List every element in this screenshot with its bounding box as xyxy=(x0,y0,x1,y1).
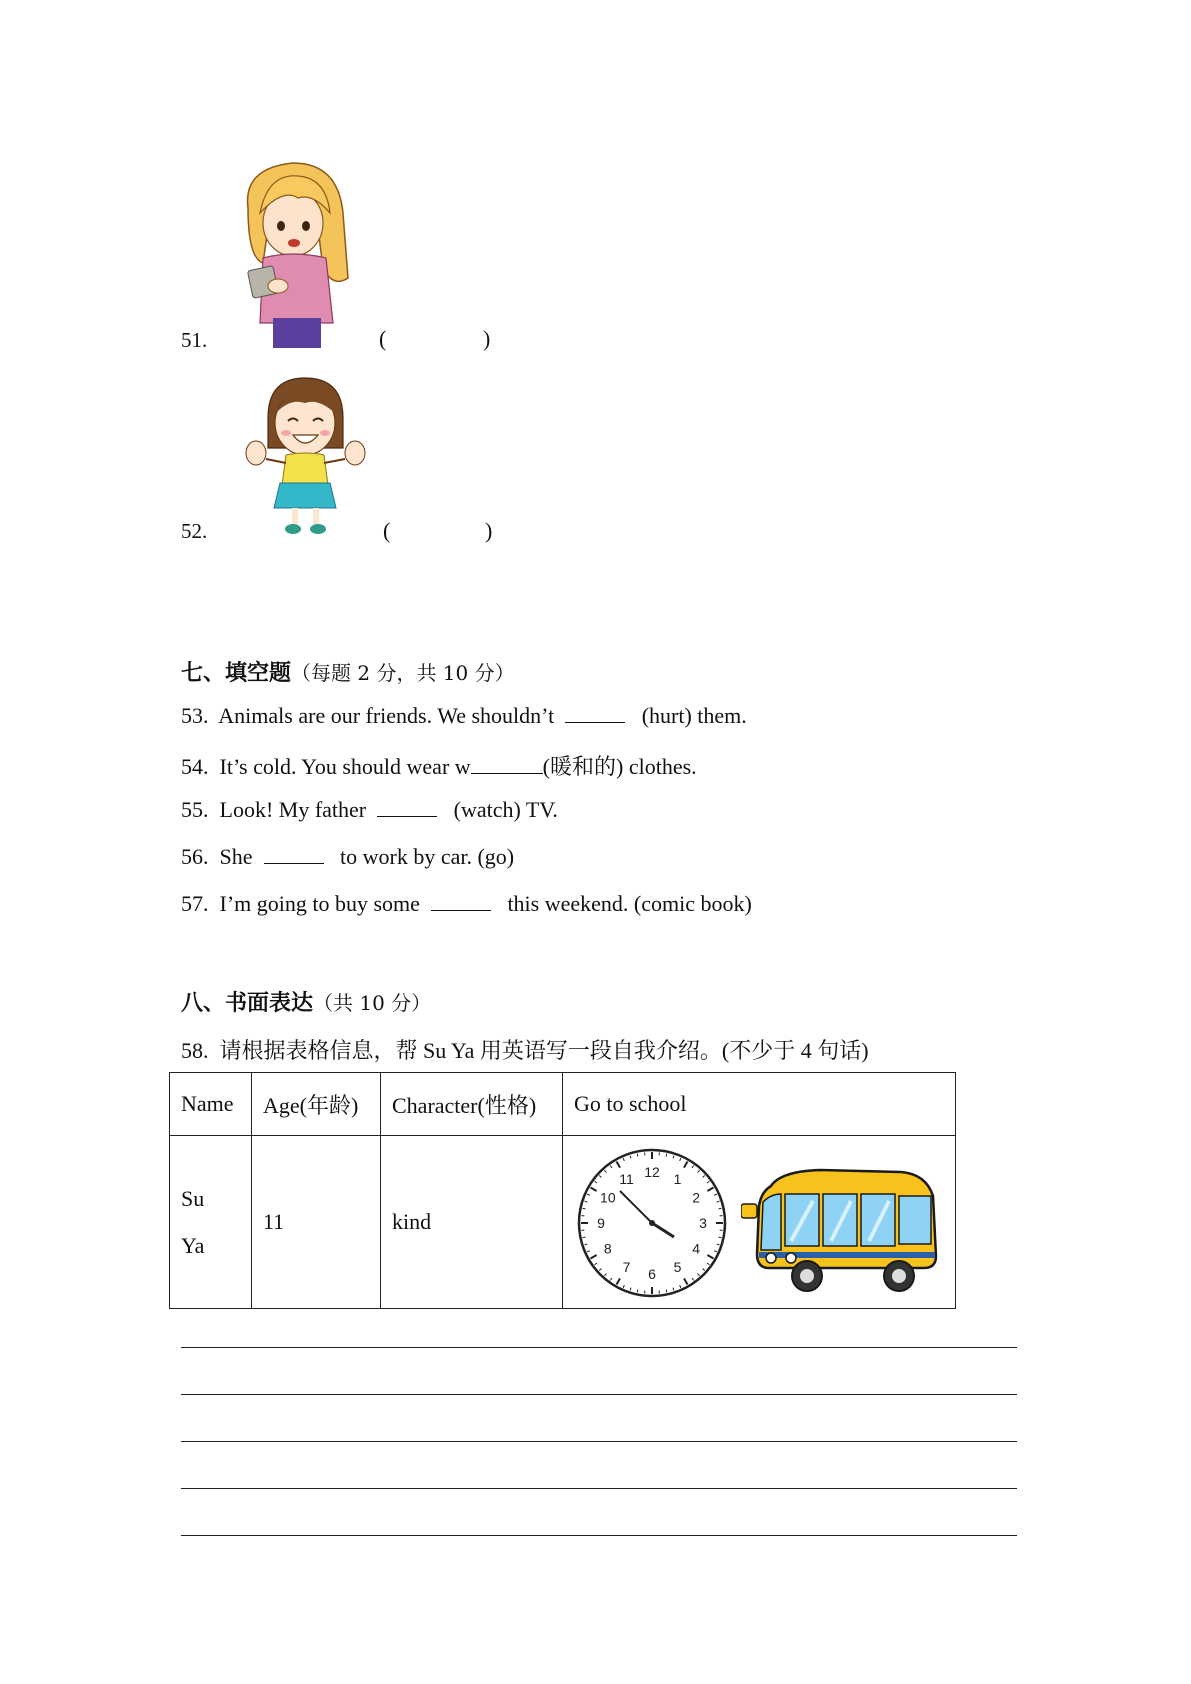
table-row xyxy=(170,1136,956,1309)
answer-paren-open: ( xyxy=(383,518,391,543)
clock-tick xyxy=(666,1154,667,1157)
clock-tick xyxy=(637,1290,638,1293)
answer-paren-open: ( xyxy=(379,326,387,351)
section-title: 八、书面表达 xyxy=(181,991,314,1016)
header-character: Character(性格) xyxy=(381,1073,563,1136)
section-note: （共 10 分） xyxy=(313,991,432,1015)
question-58-prompt xyxy=(181,1034,869,1065)
clock-number: 4 xyxy=(692,1240,701,1257)
clock-tick xyxy=(637,1154,638,1157)
question-text-after: this weekend. (comic book) xyxy=(507,891,752,916)
question-text-after: (watch) TV. xyxy=(453,797,558,822)
question-53 xyxy=(181,703,747,729)
question-number: 53. xyxy=(181,703,209,728)
clock-number: 7 xyxy=(622,1259,631,1276)
clock-icon xyxy=(575,1146,729,1300)
smiling-girl-waving-image xyxy=(238,373,373,538)
cell-go-to-school xyxy=(563,1136,956,1309)
answer-paren-close: ) xyxy=(483,326,491,351)
question-text-before: I’m going to buy some xyxy=(219,891,420,916)
answer-blank[interactable] xyxy=(377,798,437,817)
header-age: Age(年龄) xyxy=(252,1073,381,1136)
clock-center xyxy=(649,1220,655,1226)
clock-number: 10 xyxy=(600,1189,616,1206)
question-57 xyxy=(181,891,752,917)
question-number: 56. xyxy=(181,844,209,869)
clock-number: 1 xyxy=(673,1170,682,1187)
question-number: 52. xyxy=(181,519,208,543)
cell-name xyxy=(170,1136,252,1309)
header-go-to-school: Go to school xyxy=(563,1073,956,1136)
answer-line[interactable] xyxy=(181,1394,1017,1395)
clock-number: 3 xyxy=(699,1215,707,1231)
answer-blank[interactable] xyxy=(471,755,543,774)
answer-line[interactable] xyxy=(181,1488,1017,1489)
clock-number: 2 xyxy=(692,1189,701,1206)
answer-line[interactable] xyxy=(181,1441,1017,1442)
name-line-1: Su xyxy=(181,1186,205,1211)
name-line-2: Ya xyxy=(181,1233,205,1258)
question-text-before: Look! My father xyxy=(219,797,367,822)
clock-tick xyxy=(583,1208,586,1209)
clock-number: 11 xyxy=(619,1170,634,1187)
question-55 xyxy=(181,797,558,823)
table-header-row xyxy=(170,1073,956,1136)
clock-tick xyxy=(583,1237,586,1238)
question-text-before: She xyxy=(219,844,253,869)
question-text-after: (hurt) them. xyxy=(641,703,747,728)
girl-holding-book-image xyxy=(238,158,358,348)
question-text-after: to work by car. (go) xyxy=(340,844,515,869)
clock-tick xyxy=(719,1237,722,1238)
section-title: 七、填空题 xyxy=(181,661,292,686)
answer-paren-close: ) xyxy=(485,518,493,543)
info-table xyxy=(169,1072,956,1309)
clock-number: 12 xyxy=(644,1164,660,1180)
answer-line[interactable] xyxy=(181,1535,1017,1536)
section-note: （每题 2 分，共 10 分） xyxy=(291,661,515,685)
question-text-before: It’s cold. You should wear w xyxy=(219,754,471,779)
question-number: 51. xyxy=(181,328,208,352)
question-text-after: (暖和的) clothes. xyxy=(542,754,697,779)
answer-blank[interactable] xyxy=(431,892,491,911)
question-number: 57. xyxy=(181,891,209,916)
clock-number: 9 xyxy=(597,1215,605,1231)
question-number: 54. xyxy=(181,754,209,779)
section-8-heading xyxy=(181,986,431,1017)
clock-number: 6 xyxy=(648,1266,656,1282)
clock-number: 5 xyxy=(673,1259,682,1276)
clock-tick xyxy=(666,1290,667,1293)
cell-age: 11 xyxy=(252,1136,381,1309)
prompt-text: 请根据表格信息，帮 Su Ya 用英语写一段自我介绍。(不少于 4 句话) xyxy=(219,1038,869,1063)
clock-tick xyxy=(719,1208,722,1209)
cell-character: kind xyxy=(381,1136,563,1309)
question-number: 58. xyxy=(181,1038,209,1063)
question-number: 55. xyxy=(181,797,209,822)
question-56 xyxy=(181,844,514,870)
clock-number: 8 xyxy=(603,1240,612,1257)
answer-blank[interactable] xyxy=(565,704,625,723)
answer-blank[interactable] xyxy=(264,845,324,864)
section-7-heading xyxy=(181,656,515,687)
answer-line[interactable] xyxy=(181,1347,1017,1348)
header-name: Name xyxy=(170,1073,252,1136)
question-text-before: Animals are our friends. We shouldn’t xyxy=(218,703,555,728)
bus-icon xyxy=(741,1166,941,1296)
question-54 xyxy=(181,750,697,781)
